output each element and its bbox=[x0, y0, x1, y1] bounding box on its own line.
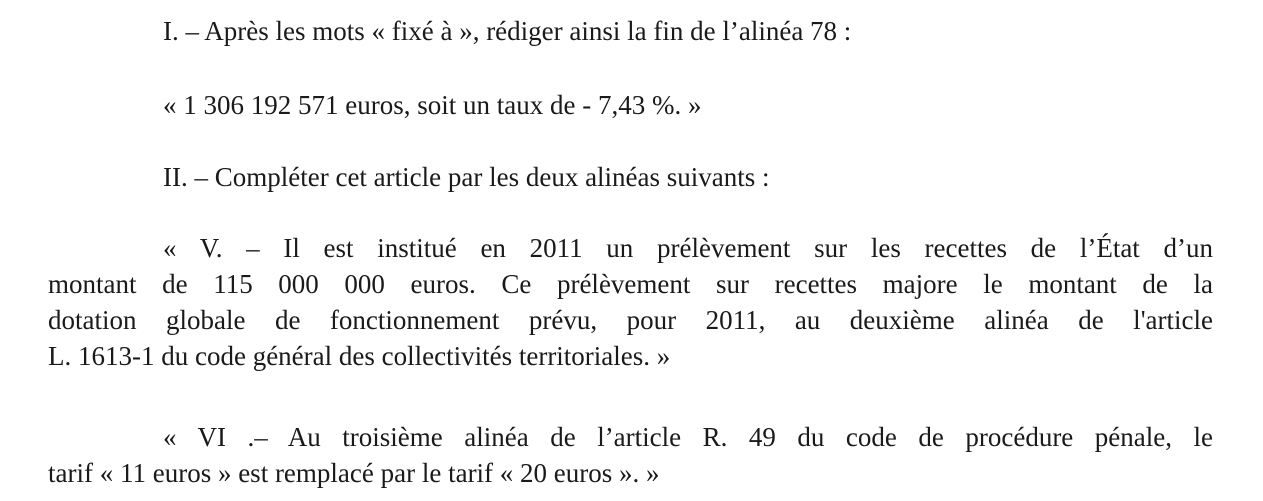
paragraph-section-vi-line-1: « VI .– Au troisième alinéa de l’article R. 49 du code de procédure pénale, le bbox=[163, 422, 1213, 452]
paragraph-section-v-line-2: montant de 115 000 000 euros. Ce prélèvement sur recettes majore le montant de la bbox=[48, 269, 1213, 299]
paragraph-section-v bbox=[48, 231, 1213, 375]
paragraph-section-ii bbox=[163, 160, 770, 195]
paragraph-section-vi bbox=[48, 420, 1213, 492]
paragraph-section-v-line-1: « V. – Il est institué en 2011 un prélèvement sur les recettes de l’État d’un bbox=[163, 233, 1213, 263]
paragraph-section-vi-line-2: tarif « 11 euros » est remplacé par le tarif « 20 euros ». » bbox=[48, 458, 660, 488]
paragraph-amount bbox=[163, 88, 701, 123]
paragraph-section-i bbox=[163, 14, 851, 49]
paragraph-section-v-line-3: dotation globale de fonctionnement prévu, pour 2011, au deuxième alinéa de l'article bbox=[48, 305, 1213, 335]
paragraph-section-v-line-4: L. 1613-1 du code général des collectivités territoriales. » bbox=[48, 341, 671, 371]
paragraph-section-ii-text: II. – Compléter cet article par les deux alinéas suivants : bbox=[163, 162, 770, 192]
paragraph-amount-text: « 1 306 192 571 euros, soit un taux de - 7,43 %. » bbox=[163, 90, 702, 120]
paragraph-section-i-text: I. – Après les mots « fixé à », rédiger ainsi la fin de l’alinéa 78 : bbox=[163, 16, 852, 46]
